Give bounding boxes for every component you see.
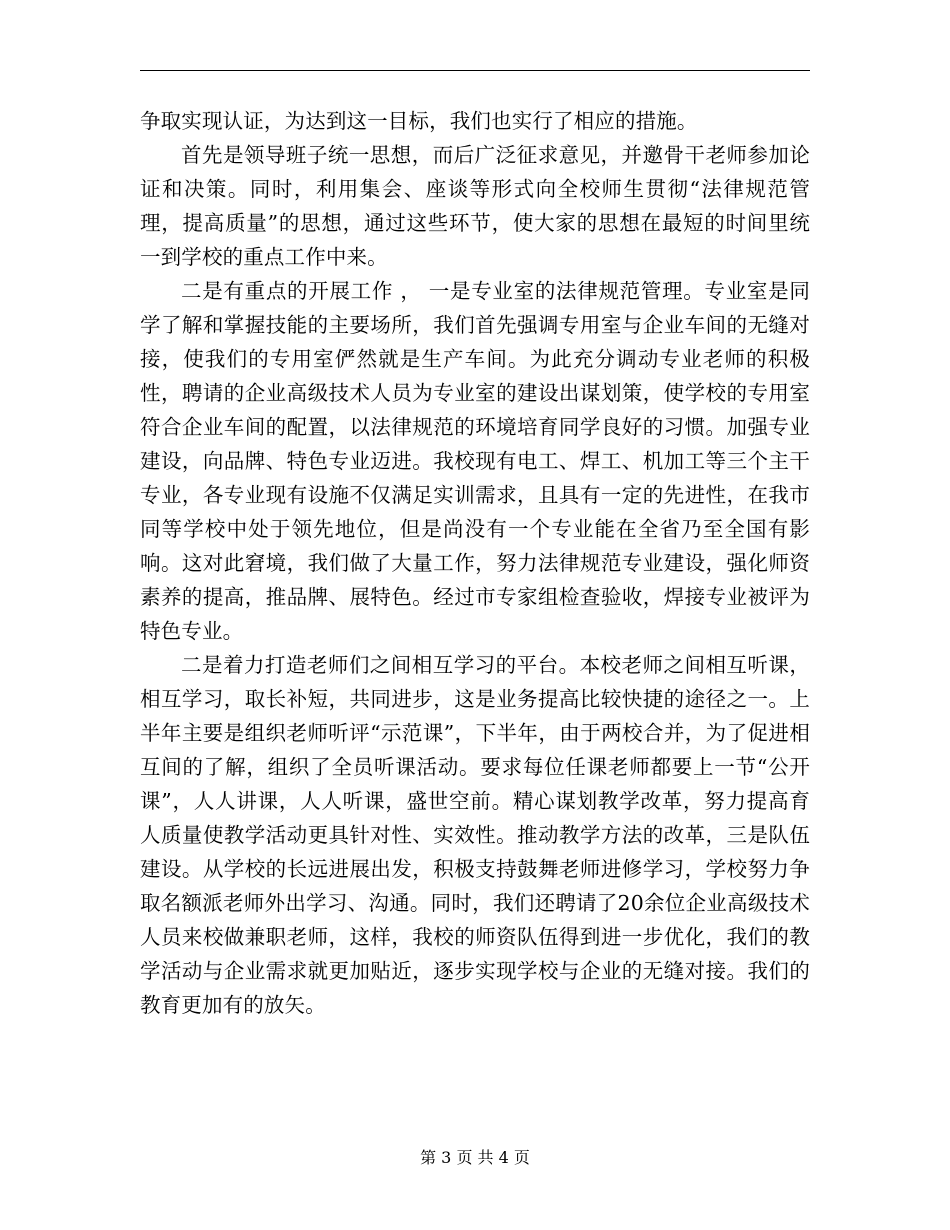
page-number-label: 第 3 页 共 4 页	[420, 1148, 530, 1167]
page-footer	[0, 1147, 950, 1169]
paragraph-3: 二是有重点的开展工作 ， 一是专业室的法律规范管理。专业室是同学了解和掌握技能的主要场所，我们首先强调专用室与企业车间的无缝对接，使我们的专用室俨然就是生产车间。为此充分调动专业老师的积极性，聘请的企业高级技术人员为专业室的建设出谋划策，使学校的专用室符合企业车间的配置，以法律规范的环境培育同学良好的习惯。加强专业建设，向品牌、特色专业迈进。我校现有电工、焊工、机加工等三个主干专业，各专业现有设施不仅满足实训需求，且具有一定的先进性，在我市同等学校中处于领先地位，但是尚没有一个专业能在全省乃至全国有影响。这对此窘境，我们做了大量工作，努力法律规范专业建设，强化师资素养的提高，推品牌、展特色。经过市专家组检查验收，焊接专业被评为特色专业。	[140, 279, 810, 643]
document-body	[140, 104, 810, 1022]
paragraph-2: 首先是领导班子统一思想，而后广泛征求意见，并邀骨干老师参加论证和决策。同时，利用集会、座谈等形式向全校师生贯彻“法律规范管理，提高质量”的思想，通过这些环节，使大家的思想在最短的时间里统一到学校的重点工作中来。	[140, 143, 810, 269]
header-rule	[140, 70, 810, 71]
paragraph-4: 二是着力打造老师们之间相互学习的平台。本校老师之间相互听课，相互学习，取长补短，共同进步，这是业务提高比较快捷的途径之一。上半年主要是组织老师听评“示范课”，下半年，由于两校合并，为了促进相互间的了解，组织了全员听课活动。要求每位任课老师都要上一节“公开课”，人人讲课，人人听课，盛世空前。精心谋划教学改革，努力提高育人质量使教学活动更具针对性、实效性。推动教学方法的改革，三是队伍建设。从学校的长远进展出发，积极支持鼓舞老师进修学习，学校努力争取名额派老师外出学习、沟通。同时，我们还聘请了20余位企业高级技术人员来校做兼职老师，这样，我校的师资队伍得到进一步优化，我们的教学活动与企业需求就更加贴近，逐步实现学校与企业的无缝对接。我们的教育更加有的放矢。	[140, 653, 810, 1017]
paragraph-1: 争取实现认证，为达到这一目标，我们也实行了相应的措施。	[140, 109, 698, 133]
